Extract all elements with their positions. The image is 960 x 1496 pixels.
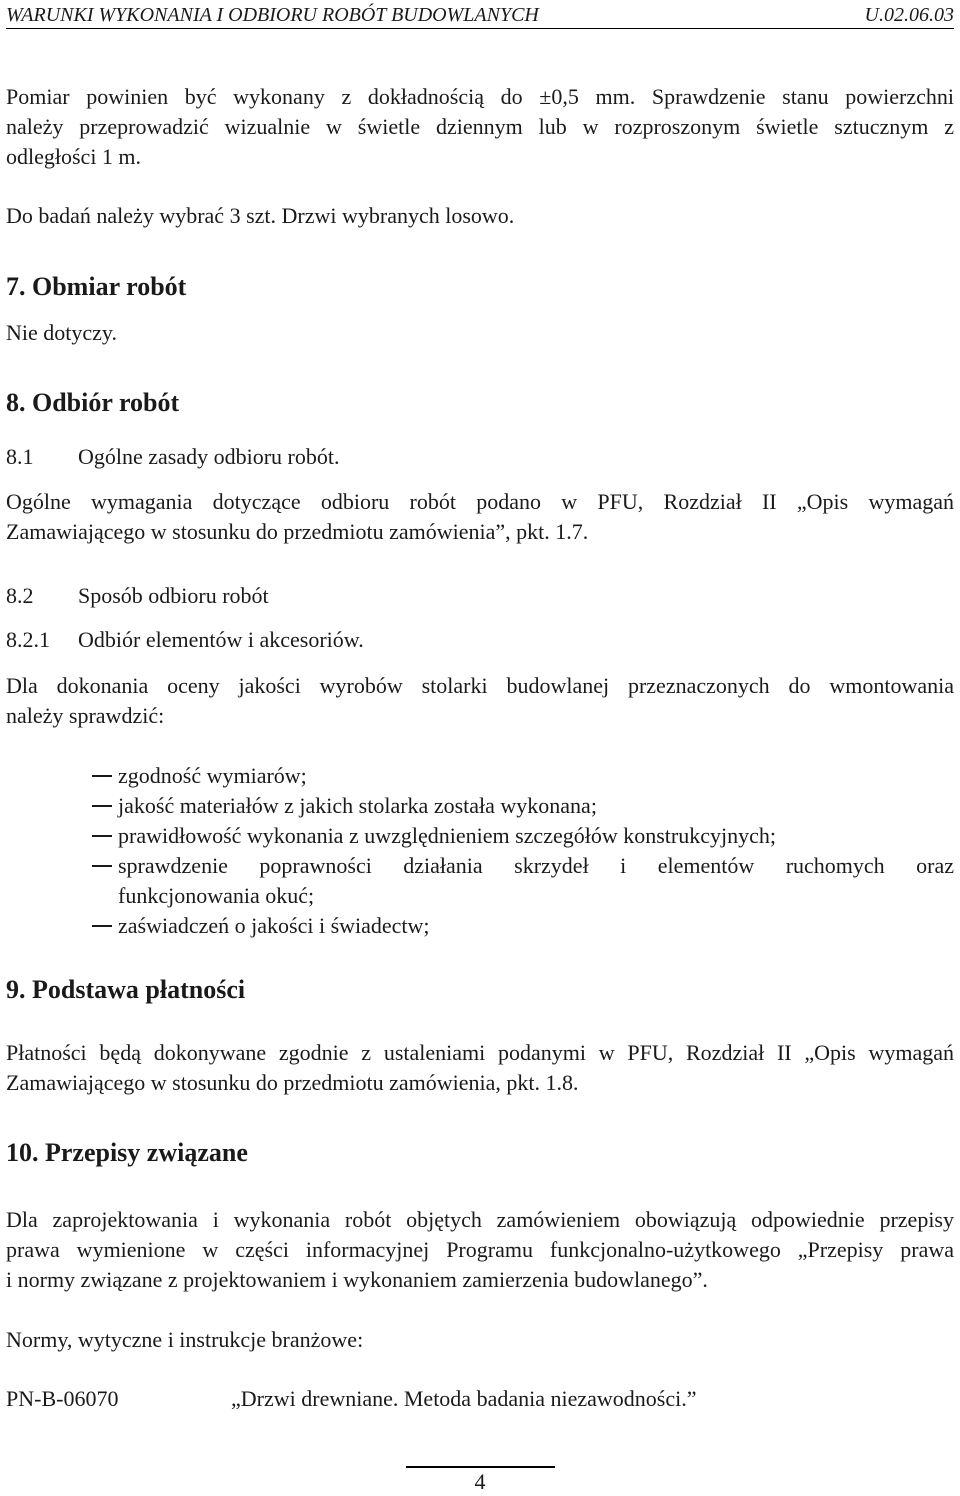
dash-bullet-icon bbox=[92, 925, 112, 927]
subsection-title: Ogólne zasady odbioru robót. bbox=[78, 444, 340, 469]
inspection-intro bbox=[6, 671, 954, 731]
subsection-8-1-text bbox=[6, 487, 954, 547]
paragraph-line: Pomiar powinien być wykonany z dokładnością do ±0,5 mm. Sprawdzenie stanu powierzchni bbox=[6, 84, 954, 109]
paragraph-line: prawa wymienione w części informacyjnej Programu funkcjonalno-użytkowego „Przepisy prawa bbox=[6, 1237, 954, 1262]
paragraph-line: i normy związane z projektowaniem i wykonaniem zamierzenia budowlanego”. bbox=[6, 1267, 708, 1292]
norm-title: „Drzwi drewniane. Metoda badania niezawodności.” bbox=[231, 1386, 697, 1411]
page-number: 4 bbox=[474, 1469, 486, 1494]
header-code: U.02.06.03 bbox=[864, 4, 954, 26]
inspection-list bbox=[94, 761, 954, 941]
section-heading-9: 9. Podstawa płatności bbox=[6, 975, 246, 1004]
section-7-text: Nie dotyczy. bbox=[6, 320, 117, 345]
running-header bbox=[6, 2, 954, 29]
subsection-number: 8.2 bbox=[6, 583, 34, 608]
norms-intro: Normy, wytyczne i instrukcje branżowe: bbox=[6, 1327, 364, 1352]
subsection-title: Sposób odbioru robót bbox=[78, 583, 269, 608]
paragraph-line: Płatności będą dokonywane zgodnie z ustaleniami podanymi w PFU, Rozdział II „Opis wymagań bbox=[6, 1040, 954, 1065]
paragraph-measurement bbox=[6, 82, 954, 172]
list-item: sprawdzenie poprawności działania skrzydeł i elementów ruchomych oraz funkcjonowania okuć; bbox=[94, 851, 954, 911]
paragraph-line: Zamawiającego w stosunku do przedmiotu zamówienia, pkt. 1.8. bbox=[6, 1070, 579, 1095]
list-item: zgodność wymiarów; bbox=[94, 761, 954, 791]
subsection-8-1 bbox=[6, 442, 340, 472]
paragraph-line: należy przeprowadzić wizualnie w świetle dziennym lub w rozproszonym świetle sztucznym z bbox=[6, 114, 954, 139]
section-10-text bbox=[6, 1205, 954, 1295]
paragraph-line: Zamawiającego w stosunku do przedmiotu zamówienia”, pkt. 1.7. bbox=[6, 519, 589, 544]
list-item: prawidłowość wykonania z uwzględnieniem szczegółów konstrukcyjnych; bbox=[94, 821, 954, 851]
dash-bullet-icon bbox=[92, 775, 112, 777]
paragraph-sample: Do badań należy wybrać 3 szt. Drzwi wybranych losowo. bbox=[6, 203, 515, 228]
dash-bullet-icon bbox=[92, 835, 112, 837]
norm-reference bbox=[6, 1384, 954, 1414]
section-heading-10: 10. Przepisy związane bbox=[6, 1138, 248, 1167]
subsection-title: Odbiór elementów i akcesoriów. bbox=[78, 627, 364, 652]
list-item: jakość materiałów z jakich stolarka została wykonana; bbox=[94, 791, 954, 821]
section-heading-8: 8. Odbiór robót bbox=[6, 388, 180, 417]
paragraph-line: należy sprawdzić: bbox=[6, 703, 165, 728]
subsection-8-2-1 bbox=[6, 625, 364, 655]
paragraph-line: Dla dokonania oceny jakości wyrobów stolarki budowlanej przeznaczonych do wmontowania bbox=[6, 673, 954, 698]
subsection-number: 8.2.1 bbox=[6, 627, 50, 652]
list-item: zaświadczeń o jakości i świadectw; bbox=[94, 911, 954, 941]
dash-bullet-icon bbox=[92, 805, 112, 807]
paragraph-line: Ogólne wymagania dotyczące odbioru robót podano w PFU, Rozdział II „Opis wymagań bbox=[6, 489, 954, 514]
paragraph-line: Dla zaprojektowania i wykonania robót objętych zamówieniem obowiązują odpowiednie przepisy bbox=[6, 1207, 954, 1232]
subsection-8-2 bbox=[6, 581, 269, 611]
section-9-text bbox=[6, 1038, 954, 1098]
subsection-number: 8.1 bbox=[6, 444, 34, 469]
header-title: WARUNKI WYKONANIA I ODBIORU ROBÓT BUDOWLANYCH bbox=[6, 4, 539, 26]
paragraph-line: odległości 1 m. bbox=[6, 144, 142, 169]
section-heading-7: 7. Obmiar robót bbox=[6, 272, 187, 301]
dash-bullet-icon bbox=[92, 865, 112, 867]
norm-code: PN-B-06070 bbox=[6, 1386, 119, 1411]
